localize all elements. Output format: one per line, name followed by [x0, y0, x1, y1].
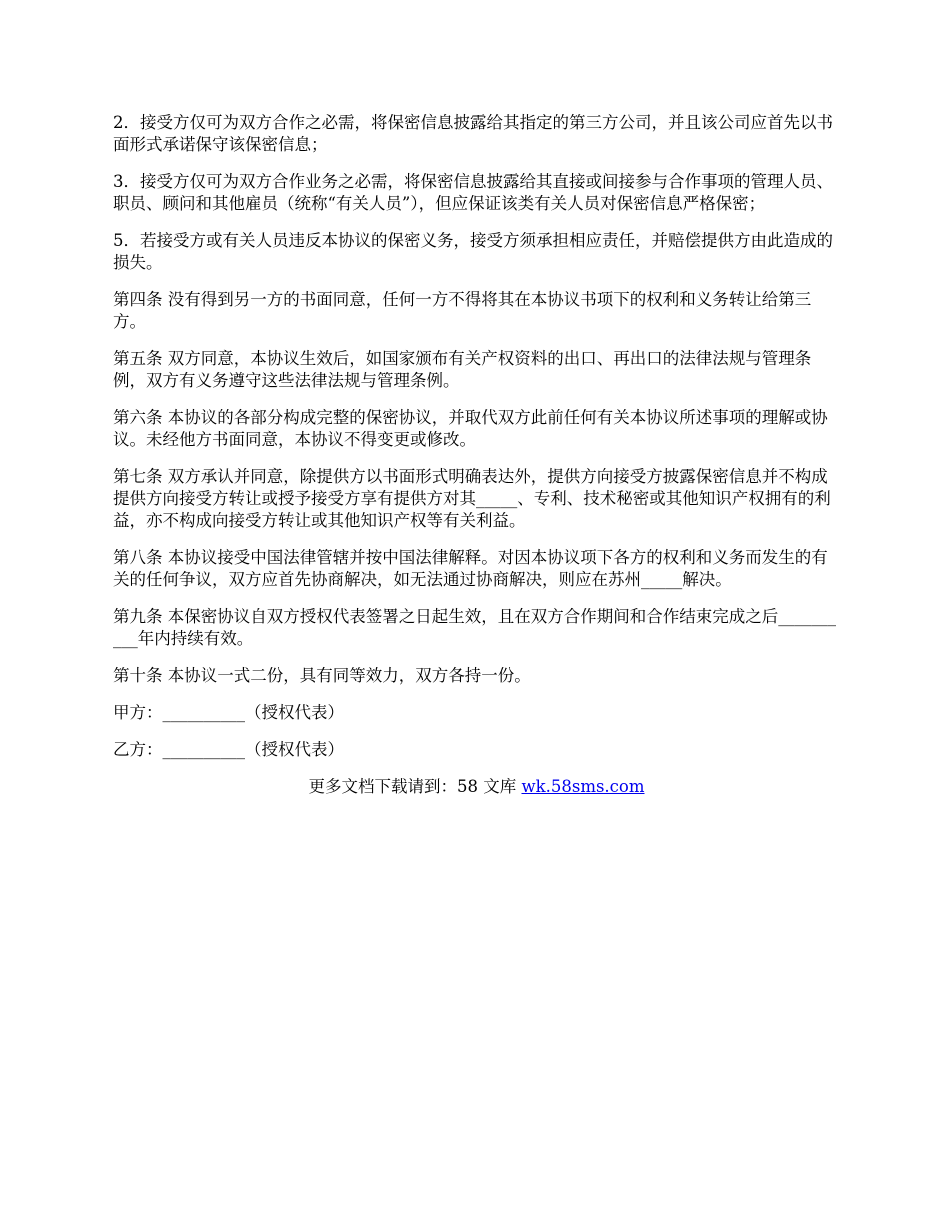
footer	[113, 776, 840, 798]
paragraph-article-6: 第六条 本协议的各部分构成完整的保密协议，并取代双方此前任何有关本协议所述事项的理解或协议。未经他方书面同意，本协议不得变更或修改。	[113, 408, 828, 449]
paragraph-article-8: 第八条 本协议接受中国法律管辖并按中国法律解释。对因本协议项下各方的权利和义务而发生的有关的任何争议，双方应首先协商解决，如无法通过协商解决，则应在苏州_____解决。	[113, 548, 828, 589]
paragraph-clause-5: 5．若接受方或有关人员违反本协议的保密义务，接受方须承担相应责任，并赔偿提供方由此造成的损失。	[113, 231, 833, 272]
document-body	[113, 112, 840, 798]
signature-party-b: 乙方：__________（授权代表）	[113, 740, 344, 759]
paragraph-article-9: 第九条 本保密协议自双方授权代表签署之日起生效，且在双方合作期间和合作结束完成之后__________年内持续有效。	[113, 607, 836, 648]
paragraph-clause-3: 3．接受方仅可为双方合作业务之必需，将保密信息披露给其直接或间接参与合作事项的管理人员、职员、顾问和其他雇员（统称“有关人员”），但应保证该类有关人员对保密信息严格保密；	[113, 172, 833, 213]
footer-text: 更多文档下载请到：58 文库	[308, 777, 522, 796]
signature-party-a: 甲方：__________（授权代表）	[113, 703, 344, 722]
paragraph-article-10: 第十条 本协议一式二份，具有同等效力，双方各持一份。	[113, 666, 531, 685]
footer-link[interactable]: wk.58sms.com	[521, 777, 645, 796]
paragraph-article-4: 第四条 没有得到另一方的书面同意，任何一方不得将其在本协议书项下的权利和义务转让给第三方。	[113, 290, 812, 331]
paragraph-article-5: 第五条 双方同意，本协议生效后，如国家颁布有关产权资料的出口、再出口的法律法规与管理条例，双方有义务遵守这些法律法规与管理条例。	[113, 349, 812, 390]
paragraph-article-7: 第七条 双方承认并同意，除提供方以书面形式明确表达外，提供方向接受方披露保密信息并不构成提供方向接受方转让或授予接受方享有提供方对其_____、专利、技术秘密或其他知识产权拥有的利益，亦不构成向接受方转让或其他知识产权等有关利益。	[113, 467, 831, 530]
paragraph-clause-2: 2．接受方仅可为双方合作之必需，将保密信息披露给其指定的第三方公司，并且该公司应首先以书面形式承诺保守该保密信息；	[113, 113, 833, 154]
